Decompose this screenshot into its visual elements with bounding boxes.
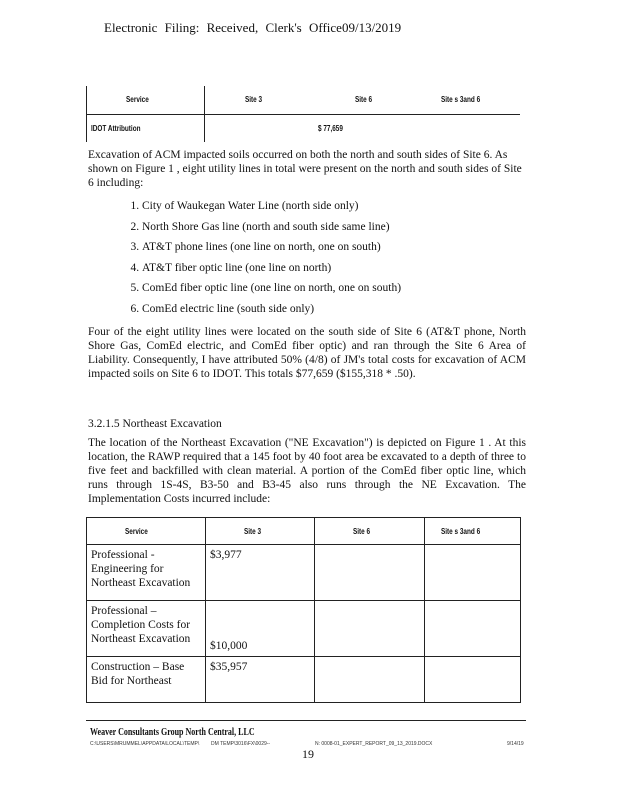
site3and6-cell bbox=[425, 601, 521, 657]
top-table-row-value: $ 77,659 bbox=[318, 124, 343, 133]
footer-path-left: C:\USERS\MRUMMEL\APPDATA\LOCAL\TEMP\ bbox=[90, 741, 200, 747]
column-header: Site s 3and 6 bbox=[425, 518, 521, 545]
service-cell: Professional - Engineering for Northeast Excavation bbox=[87, 545, 206, 601]
footer-company: Weaver Consultants Group North Central, LLC bbox=[90, 727, 255, 738]
service-cell: Professional – Completion Costs for Northeast Excavation bbox=[87, 601, 206, 657]
site6-cell bbox=[315, 657, 425, 703]
top-table-row-label: IDOT Attribution bbox=[91, 124, 141, 133]
footer-rule bbox=[86, 720, 526, 721]
table-row bbox=[87, 545, 521, 601]
filing-stamp: Electronic Filing: Received, Clerk's Office09/13/2019 bbox=[104, 20, 402, 35]
column-header: Site 3 bbox=[206, 518, 315, 545]
list-item: 5. ComEd fiber optic line (one line on north, one on south) bbox=[142, 281, 401, 302]
table-header-row bbox=[87, 518, 521, 545]
list-item: 1. City of Waukegan Water Line (north side only) bbox=[142, 199, 401, 220]
site3-cell: $35,957 bbox=[206, 657, 315, 703]
table-row bbox=[87, 657, 521, 703]
site3and6-cell bbox=[425, 545, 521, 601]
page-number: 19 bbox=[302, 747, 314, 761]
list-item: 6. ComEd electric line (south side only) bbox=[142, 302, 401, 323]
top-table-col-site3and6: Site s 3and 6 bbox=[441, 95, 481, 104]
top-table-header-rule bbox=[86, 114, 520, 115]
top-table-col-service: Service bbox=[126, 95, 149, 104]
site6-cell bbox=[315, 545, 425, 601]
footer-path-mid: DM TEMP\3016\FX\0029-- bbox=[211, 741, 271, 747]
site3and6-cell bbox=[425, 657, 521, 703]
site3-cell: $10,000 bbox=[206, 601, 315, 657]
top-table-col-site3: Site 3 bbox=[245, 95, 263, 104]
paragraph-ne-excavation: The location of the Northeast Excavation ("NE Excavation") is depicted on Figure 1 . At this location, the RAWP required that a 145 foot by 40 foot area be excavated to a depth of three to five feet and backfilled with clean material. A portion of the ComEd fiber optic line, which runs through 1S-4S, B3-50 and B3-45 also runs through the NE Excavation. The Implementation Costs incurred include: bbox=[88, 437, 526, 505]
paragraph-idot-attribution: Four of the eight utility lines were located on the south side of Site 6 (AT&T phone, North Shore Gas, ComEd electric, and ComEd fiber optic) and ran through the Site 6 Area of Liability. Consequently, I have attributed 50% (4/8) of JM's total costs for excavation of ACM impacted soils on Site 6 to IDOT. This totals $77,659 ($155,318 * .50). bbox=[88, 326, 526, 380]
list-item: 2. North Shore Gas line (north and south side same line) bbox=[142, 220, 401, 241]
column-header: Site 6 bbox=[315, 518, 425, 545]
section-heading: 3.2.1.5 Northeast Excavation bbox=[88, 418, 222, 430]
service-cell: Construction – Base Bid for Northeast bbox=[87, 657, 206, 703]
implementation-costs-table bbox=[86, 517, 521, 703]
table-row bbox=[87, 601, 521, 657]
list-item: 3. AT&T phone lines (one line on north, one on south) bbox=[142, 240, 401, 261]
top-table-col-site6: Site 6 bbox=[355, 95, 373, 104]
site3-cell: $3,977 bbox=[206, 545, 315, 601]
footer-path-right: N: 0008-01_EXPERT_REPORT_09_13_2019.DOCX bbox=[315, 741, 433, 747]
paragraph-acm-excavation: Excavation of ACM impacted soils occurred on both the north and south sides of Site 6. As shown on Figure 1 , eight utility lines in total were present on the north and south sides of Site 6 including: bbox=[88, 149, 522, 189]
footer-date: 9/14/19 bbox=[507, 741, 524, 747]
column-header: Service bbox=[87, 518, 206, 545]
utility-lines-list bbox=[124, 199, 401, 323]
site6-cell bbox=[315, 601, 425, 657]
list-item: 4. AT&T fiber optic line (one line on north) bbox=[142, 261, 401, 282]
